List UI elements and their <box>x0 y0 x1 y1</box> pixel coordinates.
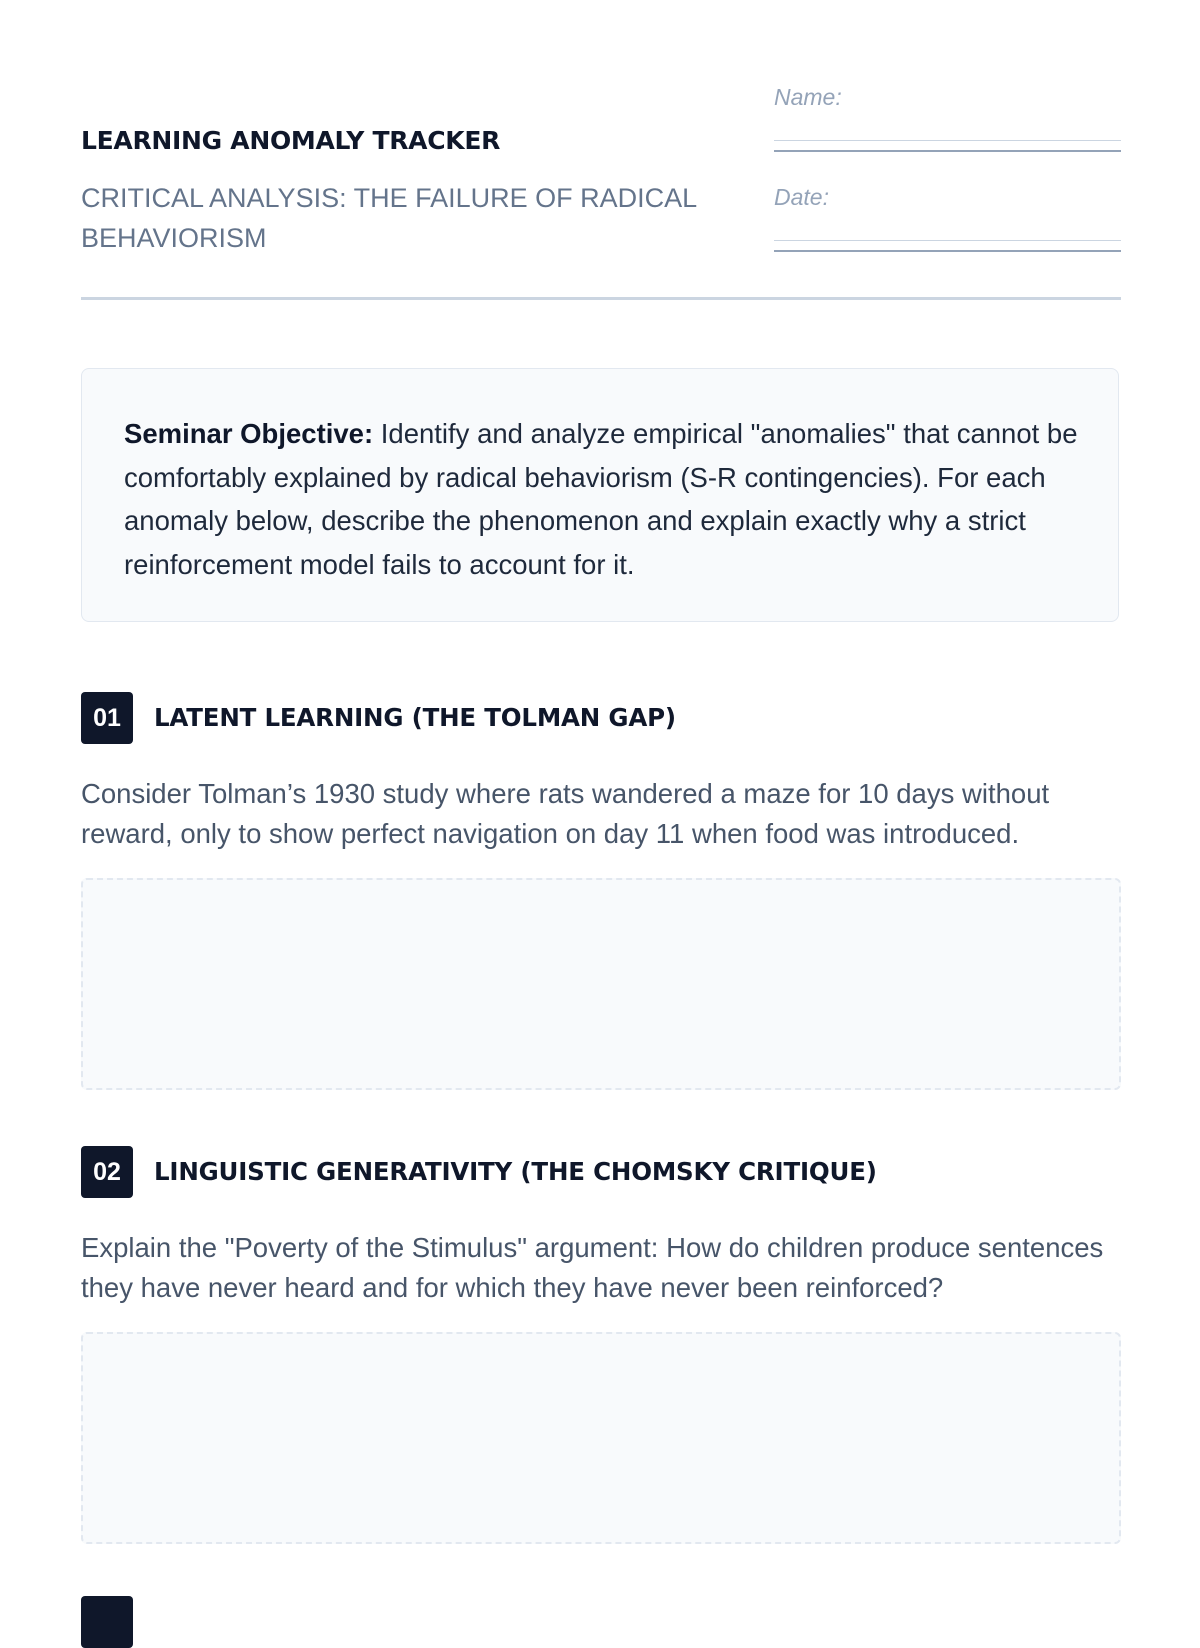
worksheet-header <box>81 0 1121 300</box>
section-title: LINGUISTIC GENERATIVITY (THE CHOMSKY CRITIQUE) <box>154 1157 877 1186</box>
date-field[interactable] <box>774 184 1121 214</box>
answer-box-2[interactable] <box>81 1332 1121 1544</box>
name-field[interactable] <box>774 84 1121 114</box>
answer-box-1[interactable] <box>81 878 1121 1090</box>
date-underline <box>774 250 1121 252</box>
next-section-badge <box>81 1596 133 1648</box>
objective-box <box>81 368 1119 622</box>
worksheet-title: LEARNING ANOMALY TRACKER <box>81 126 501 155</box>
section-number-badge: 02 <box>81 1146 133 1198</box>
worksheet-subtitle: CRITICAL ANALYSIS: THE FAILURE OF RADICAL BEHAVIORISM <box>81 183 697 253</box>
name-underline <box>774 150 1121 152</box>
objective-text <box>124 412 1079 586</box>
header-divider <box>81 297 1121 300</box>
section-number-badge: 01 <box>81 692 133 744</box>
name-label: Name: <box>774 84 842 110</box>
objective-body: Identify and analyze empirical "anomalies" that cannot be comfortably explained by radical behaviorism (S-R contingencies). For each anomaly below, describe the phenomenon and explain exactly why a strict reinforcement model fails to account for it. <box>124 418 1078 580</box>
date-label: Date: <box>774 184 829 210</box>
section-prompt: Consider Tolman’s 1930 study where rats wandered a maze for 10 days without reward, only to show perfect navigation on day 11 when food was introduced. <box>81 778 1050 849</box>
name-guide-line <box>774 140 1121 141</box>
section-prompt: Explain the "Poverty of the Stimulus" argument: How do children produce sentences they have never heard and for which they have never been reinforced? <box>81 1232 1104 1303</box>
section-title: LATENT LEARNING (THE TOLMAN GAP) <box>154 703 676 732</box>
date-guide-line <box>774 240 1121 241</box>
objective-lead: Seminar Objective: <box>124 418 374 449</box>
